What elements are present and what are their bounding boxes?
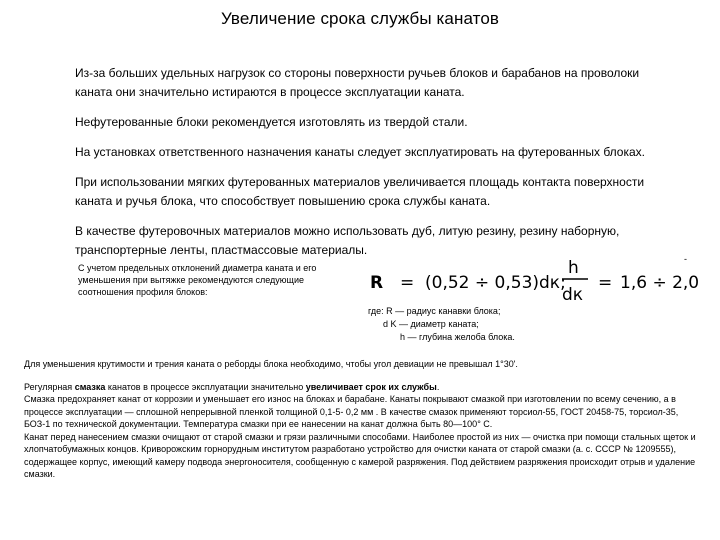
formula-lhs: R xyxy=(370,273,384,293)
intro-paragraph: На установках ответственного назначения канаты следует эксплуатировать на футерованных блоках. xyxy=(75,145,645,159)
intro-block xyxy=(75,64,675,271)
deviation-paragraph: Для уменьшения крутимости и трения каната о реборды блока необходимо, чтобы угол девиации не превышал 1°30'. xyxy=(24,359,518,369)
formula-ratio: 1,6 ÷ 2,0 xyxy=(620,273,700,293)
legend-line: h — глубина желоба блока. xyxy=(400,332,515,342)
cleaning-paragraph: Канат перед нанесением смазки очищают от старой смазки и грязи различными способами. Наиболее простой из них — очистка при помощи стальных щеток и хлопчатобумажных концов. Криворожским горнорудным институтом разработано устройство для очистки каната от старой смазки (а. с. СССР № 1209555), содержащее корпус, имеющий камеру подвода энергоносителя, сообщенную с камерой разряжения. Под действием разряжения происходит отрыв и удаление смазки. xyxy=(24,431,696,479)
formula-numerator: h xyxy=(568,258,579,278)
lubrication-lead xyxy=(24,381,704,394)
intro-paragraph: В качестве футеровочных материалов можно использовать дуб, литую резину, резину наборную, транспортерные ленты, пластмассовые материалы. xyxy=(75,224,620,257)
formula-equals: = xyxy=(400,273,415,293)
intro-paragraph: Нефутерованные блоки рекомендуется изготовлять из твердой стали. xyxy=(75,115,468,129)
lead-text: канатов в процессе эксплуатации значительно xyxy=(105,381,306,392)
page-title: Увеличение срока службы канатов xyxy=(220,9,500,28)
lead-bold: увеличивает срок их службы xyxy=(305,381,437,392)
formula-equals: = xyxy=(598,273,613,293)
formula-denominator: dк xyxy=(562,285,584,305)
formula-legend xyxy=(360,305,690,344)
formula-expression: (0,52 ÷ 0,53)dк; xyxy=(425,273,566,293)
legend-line: где: R — радиус канавки блока; xyxy=(368,306,501,316)
intro-paragraph: Из-за больших удельных нагрузок со стороны поверхности ручьев блоков и барабанов на проволоки каната они значительно истираются в процессе эксплуатации каната. xyxy=(75,66,640,99)
lead-text: . xyxy=(436,381,440,392)
lead-bold: смазка xyxy=(74,381,106,392)
lead-text: Регулярная xyxy=(24,381,75,392)
bottom-text xyxy=(24,358,704,481)
corner-mark: - xyxy=(684,254,687,264)
profile-note: С учетом предельных отклонений диаметра каната и его уменьшения при вытяжке рекомендуются следующие соотношения профиля блоков: xyxy=(78,263,317,297)
intro-paragraph: При использовании мягких футерованных материалов увеличивается площадь контакта поверхности каната и ручья блока, что способствует повышению срока службы каната. xyxy=(75,175,645,208)
lubrication-paragraph: Смазка предохраняет канат от коррозии и уменьшает его износ на блоках и барабане. Канаты покрывают смазкой при изготовлении по всему сечению, а в процессе эксплуатации — сплошной непрерывной пленкой толщиной 0,1-5- 0,2 мм . В качестве смазок применяют торсиол-55, ГОСТ 20458-75, торсиол-35, БОЗ-1 по технической документации. Температура смазки при ее нанесении на канат должна быть 80—100° С. xyxy=(24,394,679,429)
legend-line: d K — диаметр каната; xyxy=(383,319,479,329)
